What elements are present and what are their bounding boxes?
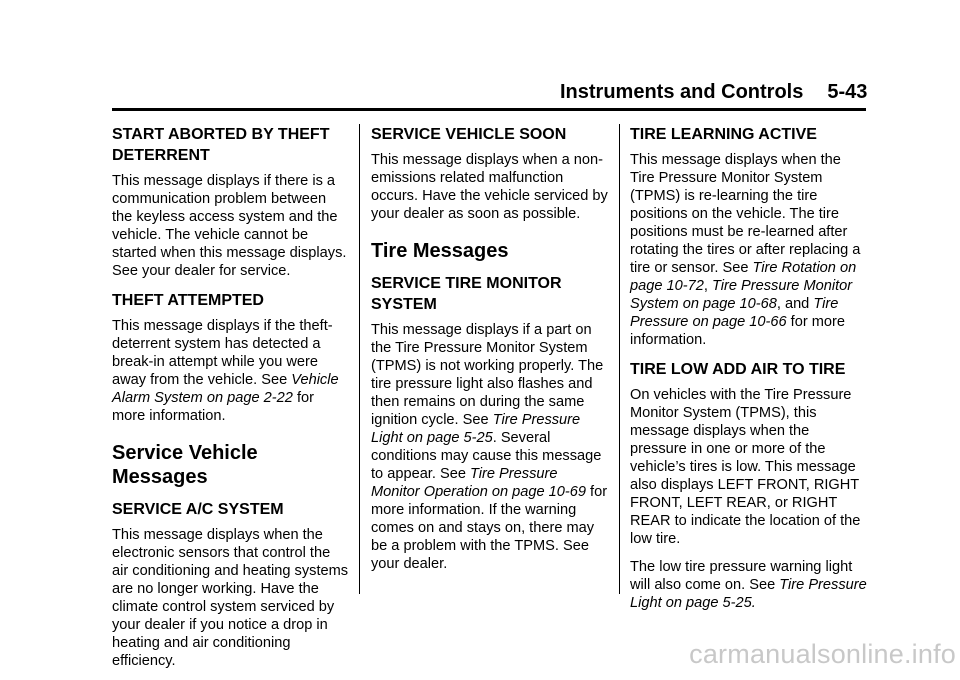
para-service-tire-monitor: This message displays if a part on the Tire Pressure Monitor System (TPMS) is not working properly. The tire pressure light also flashes and then remains on during the same ignition cycle. See Tire Pressure Light on page 5-25. Several conditions may cause this message to appear. See Tire Pressure Monitor Operation on page 10-69 for more information. If the warning comes on and stays on, there may be a problem with the TPMS. See your dealer.: [371, 322, 608, 572]
heading-service-ac: SERVICE A/C SYSTEM: [112, 501, 284, 518]
xref-tire-pressure-light: Tire Pressure Light on page 5-25: [371, 412, 581, 446]
para-theft-attempted: This message displays if the theft-deterrent system has detected a break-in attempt while you were away from the vehicle. See Vehicle Alarm System on page 2-22 for more information.: [112, 318, 339, 424]
xref-tire-rotation: Tire Rotation on page 10-72: [630, 260, 857, 294]
heading-tire-messages: Tire Messages: [371, 240, 509, 262]
para-service-vehicle-soon: This message displays when a non-emissions related malfunction occurs. Have the vehicle serviced by your dealer as soon as possible.: [371, 152, 608, 222]
column-1: [112, 124, 350, 680]
heading-service-tire-monitor: SERVICE TIRE MONITOR SYSTEM: [371, 275, 562, 313]
heading-tire-learning: TIRE LEARNING ACTIVE: [630, 126, 817, 143]
heading-theft-attempted: THEFT ATTEMPTED: [112, 292, 264, 309]
para-tire-learning: This message displays when the Tire Pressure Monitor System (TPMS) is re-learning the tire positions on the vehicle. The tire positions must be re-learned after rotating the tires or after replacing a tire or sensor. See Tire Rotation on page 10-72, Tire Pressure Monitor System on page 10-68, and Tire Pressure on page 10-66 for more information.: [630, 152, 861, 348]
xref-tpms-system: Tire Pressure Monitor System on page 10-68: [630, 278, 853, 312]
heading-tire-low: TIRE LOW ADD AIR TO TIRE: [630, 361, 846, 378]
para-low-pressure-light: The low tire pressure warning light will also come on. See Tire Pressure Light on page 5-25.: [630, 559, 867, 611]
column-2: [371, 124, 609, 583]
column-3: [630, 124, 868, 622]
xref-vehicle-alarm: Vehicle Alarm System on page 2-22: [112, 372, 339, 406]
xref-tpms-operation: Tire Pressure Monitor Operation on page 10-69: [371, 466, 586, 500]
heading-service-vehicle-soon: SERVICE VEHICLE SOON: [371, 126, 567, 143]
section-title: Instruments and Controls: [560, 81, 804, 103]
para-start-aborted: This message displays if there is a communication problem between the keyless access system and the vehicle. The vehicle cannot be started when this message displays. See your dealer for service.: [112, 173, 347, 279]
para-service-ac: This message displays when the electronic sensors that control the air conditioning and heating systems are no longer working. Have the climate control system serviced by your dealer if you notice a drop in heating and air conditioning efficiency.: [112, 527, 349, 669]
xref-tire-pressure: Tire Pressure on page 10-66: [630, 296, 839, 330]
page-number: 5-43: [827, 81, 868, 103]
page-header: [560, 80, 866, 104]
heading-service-vehicle-messages: Service Vehicle Messages: [112, 442, 258, 488]
heading-start-aborted: START ABORTED BY THEFT DETERRENT: [112, 126, 330, 164]
column-divider-2: [619, 124, 620, 594]
column-divider-1: [359, 124, 360, 594]
para-tire-low: On vehicles with the Tire Pressure Monitor System (TPMS), this message displays when the pressure in one or more of the vehicle’s tires is low. This message also displays LEFT FRONT, RIGHT FRONT, LEFT REAR, or RIGHT REAR to indicate the location of the low tire.: [630, 387, 861, 547]
watermark: carmanualsonline.info: [689, 639, 956, 669]
header-rule: [112, 108, 866, 111]
xref-low-pressure-light: Tire Pressure Light on page 5-25.: [630, 577, 867, 611]
